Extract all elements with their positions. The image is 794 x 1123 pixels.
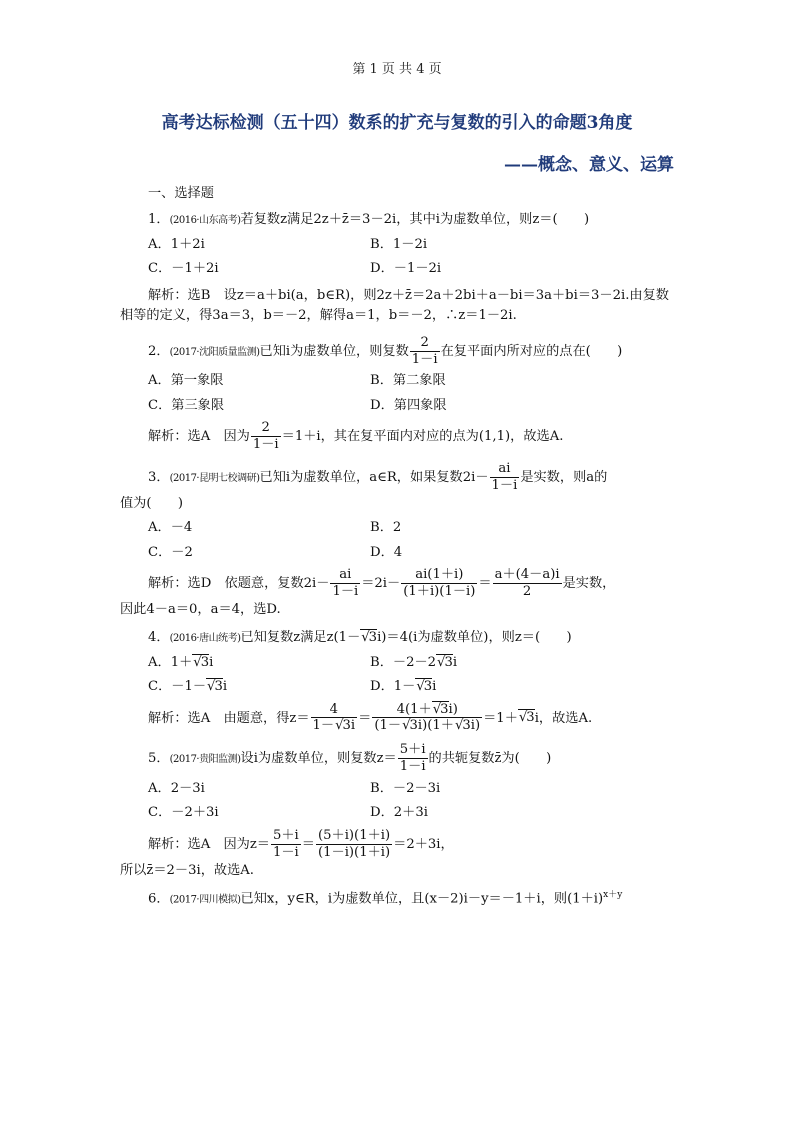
document-body xyxy=(120,184,675,910)
options-row xyxy=(120,653,675,673)
solution-text: 解析：选A 因为 xyxy=(148,429,250,445)
options-row xyxy=(120,518,675,538)
question-text: 已知i为虚数单位，a∈R，如果复数2i－ xyxy=(259,469,489,485)
options-row xyxy=(120,779,675,799)
solution-text: ＝ xyxy=(478,575,492,591)
question-text: 设i为虚数单位，则复数z＝ xyxy=(240,751,397,767)
exponent: x＋y xyxy=(603,889,623,900)
solution-text: i，故选A. xyxy=(534,710,593,726)
solution-line: 所以z̄＝2－3i，故选A. xyxy=(120,862,254,878)
question-text: 的共轭复数z̄为( ) xyxy=(428,751,552,767)
question-number: 5． xyxy=(148,751,170,767)
question-source: (2017·贵阳监测) xyxy=(169,754,241,766)
solution-text: 是实数， xyxy=(562,575,616,591)
solution-text: 解析：选A 因为z＝ xyxy=(148,836,270,852)
fraction: $\frac{4(1+√ 3i)}{(1-√ 3i)(1+√ 3i)}$ xyxy=(372,702,482,735)
page-indicator: 第 1 页 共 4 页 xyxy=(352,62,442,77)
question-source: (2017·四川模拟) xyxy=(169,894,241,906)
option-b: B．第二象限 xyxy=(370,373,446,389)
question-source: (2016·山东高考) xyxy=(169,215,241,227)
options-row xyxy=(120,259,675,279)
option-a: A．1＋2i xyxy=(148,236,205,252)
question-text: 已知复数z满足z(1－ xyxy=(240,630,361,646)
option-c: C．－2＋3i xyxy=(148,805,219,821)
options-row xyxy=(120,677,675,697)
question-number: 3． xyxy=(148,469,170,485)
solution-text: 解析：选A 由题意，得z＝ xyxy=(148,710,310,726)
question-number: 4． xyxy=(148,630,170,646)
solution-text: ＝ xyxy=(358,710,372,726)
question-text: 已知i为虚数单位，则复数 xyxy=(259,343,409,359)
option-a: A．－4 xyxy=(148,520,193,536)
options-row xyxy=(120,803,675,823)
question-3 xyxy=(120,461,675,620)
section-heading: 一、选择题 xyxy=(148,186,214,201)
question-1 xyxy=(120,210,675,326)
option-b: B．－2－2√ 3i xyxy=(370,653,592,673)
question-4: 4．(2016·唐山统考)已知复数z满足z(1－√ 3i)＝4(i为虚数单位)，则z＝( ) A．1＋√ 3i B．－2－2√ 3i C．－1－√ 3i D．1－√ 3i 解析：选A 由题意，得z＝ $\frac{4}{1-√ 3i}$ ＝ $\frac{4(1+√ 3i)}{(1-√ 3i)(1+√ 3i)}$ ＝1＋√ 3i，故选A. xyxy=(120,628,675,734)
options-row xyxy=(120,371,675,391)
solution-text: ＝2i－ xyxy=(361,575,401,591)
solution-line: 因此4－a＝0，a＝4，选D. xyxy=(120,601,281,617)
option-a: A．1＋√ 3i xyxy=(148,653,370,673)
solution-text: 解析：选D 依题意，复数2i－ xyxy=(148,575,330,591)
fraction: $\frac{ai(1+i)}{(1+i)(1-i)}$ xyxy=(403,567,476,599)
solution-line: 解析：选B 设z＝a＋bi(a，b∈R)，则2z＋z̄＝2a＋2bi＋a－bi＝3a＋bi＝3－2i.由复数 xyxy=(148,287,669,303)
question-text: i)＝4(i为虚数单位)，则z＝( ) xyxy=(377,630,572,646)
option-c: C．－2 xyxy=(148,544,193,560)
question-source: (2017·沈阳质量监测) xyxy=(169,346,260,358)
fraction: $\frac{5+i}{1-i}$ xyxy=(399,742,426,775)
fraction: $\frac{2}{1-i}$ xyxy=(411,334,438,367)
fraction: $\frac{(5+i)(1+i)}{(1-i)(1+i)}$ xyxy=(317,827,391,860)
question-source: (2016·唐山统考) xyxy=(169,633,241,645)
question-text: 值为( ) xyxy=(120,495,184,511)
solution-text: ＝2＋3i， xyxy=(393,836,454,852)
fraction: $\frac{ai}{1-i}$ xyxy=(332,567,359,599)
options-row xyxy=(120,396,675,416)
option-b: B．－2－3i xyxy=(370,780,441,796)
question-text: 是实数，则a的 xyxy=(520,469,608,485)
option-d: D．第四象限 xyxy=(370,397,447,413)
option-d: D．1－√ 3i xyxy=(370,677,592,697)
option-d: D．－1－2i xyxy=(370,261,442,277)
option-b: B．2 xyxy=(370,520,402,536)
solution-text: ＝1＋ xyxy=(483,710,518,726)
question-number: 1． xyxy=(148,212,170,228)
solution-text: ＝1＋i，其在复平面内对应的点为(1,1)，故选A. xyxy=(281,429,564,445)
option-c: C．－1＋2i xyxy=(148,261,219,277)
question-text: 已知x，y∈R，i为虚数单位，且(x－2)i－y＝－1＋i，则(1＋i) xyxy=(240,891,604,907)
options-row xyxy=(120,543,675,563)
option-c: C．第三象限 xyxy=(148,397,225,413)
question-number: 2． xyxy=(148,343,170,359)
fraction: $\frac{4}{1-√ 3i}$ xyxy=(311,702,358,735)
option-a: A．第一象限 xyxy=(148,373,224,389)
question-text: 在复平面内所对应的点在( ) xyxy=(440,343,623,359)
option-d: D．2＋3i xyxy=(370,805,428,821)
question-text: 若复数z满足2z＋z̄＝3－2i，其中i为虚数单位，则z＝( ) xyxy=(240,212,590,228)
options-row xyxy=(120,235,675,255)
document-title: 高考达标检测（五十四）数系的扩充与复数的引入的命题3角度 xyxy=(161,113,633,133)
document-subtitle: ——概念、意义、运算 xyxy=(504,155,674,175)
question-2 xyxy=(120,335,675,453)
option-b: B．1－2i xyxy=(370,236,428,252)
option-d: D．4 xyxy=(370,544,403,560)
option-c: C．－1－√ 3i xyxy=(148,677,370,697)
solution-line: 相等的定义，得3a＝3，b＝－2，解得a＝1，b＝－2，∴z＝1－2i. xyxy=(120,308,517,324)
fraction: $\frac{a+(4-a)i}{2}$ xyxy=(494,567,560,599)
question-number: 6． xyxy=(148,891,170,907)
option-a: A．2－3i xyxy=(148,780,205,796)
question-source: (2017·昆明七校调研) xyxy=(169,472,260,484)
question-5 xyxy=(120,742,675,881)
fraction: $\frac{ai}{1-i}$ xyxy=(491,461,518,493)
fraction: $\frac{5+i}{1-i}$ xyxy=(272,827,299,860)
fraction: $\frac{2}{1-i}$ xyxy=(252,420,279,453)
question-6 xyxy=(120,889,675,910)
sqrt: √ 3 xyxy=(360,629,377,645)
solution-text: ＝ xyxy=(301,836,315,852)
